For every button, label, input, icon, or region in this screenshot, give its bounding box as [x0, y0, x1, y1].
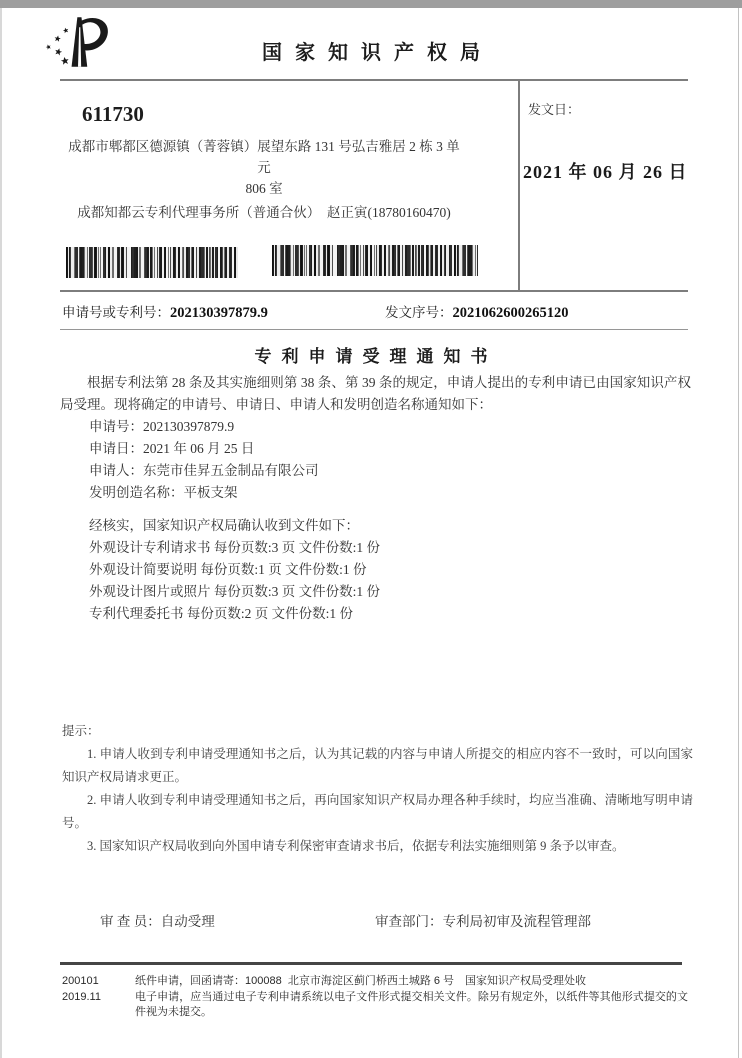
recipient-address-block: [62, 136, 466, 223]
department-field: [375, 910, 591, 930]
numbers-section-divider: [60, 329, 688, 330]
examiner-value: 自动受理: [160, 914, 215, 929]
application-number-label: 申请号或专利号：: [62, 305, 170, 320]
footer-form-codes: [62, 974, 132, 1005]
detail-application-number: 申请号：202130397879.9: [89, 419, 235, 434]
examiner-label: 审 查 员：: [100, 914, 161, 929]
department-label: 审查部门：: [375, 914, 443, 929]
received-files-intro: 经核实，国家知识产权局确认收到文件如下：: [89, 518, 359, 533]
received-file-item: 专利代理委托书 每份页数:2 页 文件份数:1 份: [89, 606, 354, 621]
barcode-left: [66, 247, 238, 278]
address-date-divider: [518, 79, 520, 290]
scan-left-edge: [0, 8, 2, 1058]
application-details-list: [60, 416, 691, 504]
recipient-agency-line: 成都知都云专利代理事务所（普通合伙） 赵正寅(18780160470): [77, 205, 451, 220]
department-value: 专利局初审及流程管理部: [442, 914, 591, 929]
tip-item: 2. 申请人收到专利申请受理通知书之后，再向国家知识产权局办理各种手续时，均应当准确、清晰地写明申请号。: [62, 793, 693, 830]
detail-invention-title: 发明创造名称：平板支架: [89, 485, 238, 500]
barcode-right: [272, 245, 478, 276]
application-number-value: 202130397879.9: [170, 305, 268, 321]
received-file-item: 外观设计简要说明 每份页数:1 页 文件份数:1 份: [89, 562, 367, 577]
agency-title: 国家知识产权局: [262, 42, 493, 64]
footer-note-paper: 纸件申请，回函请寄：100088 北京市海淀区蓟门桥西土城路 6 号 国家知识产权局受理处收: [135, 975, 587, 987]
barcode-section-divider: [60, 290, 688, 292]
recipient-address-line1: 成都市郫都区德源镇（菁蓉镇）展望东路 131 号弘吉雅居 2 栋 3 单元: [68, 139, 460, 175]
notice-title: 专利申请受理通知书: [254, 347, 498, 366]
recipient-postcode: 611730: [82, 102, 144, 126]
serial-number-value: 2021062600265120: [452, 305, 569, 321]
footer-note-electronic: 电子申请，应当通过电子专利申请系统以电子文件形式提交相关文件。除另有规定外，以纸件等其他形式提交的文件视为未提交。: [135, 990, 688, 1018]
dispatch-date-label: 发文日：: [528, 102, 581, 117]
tips-section: [62, 720, 693, 858]
examiner-field: [100, 910, 215, 930]
footer-divider: [60, 962, 682, 965]
footer-notes: [135, 974, 688, 1021]
header-divider: [60, 79, 688, 81]
serial-number-label: 发文序号：: [385, 305, 453, 320]
tips-heading: 提示：: [62, 724, 100, 738]
scan-top-edge: [0, 0, 742, 8]
scan-right-edge: [738, 8, 739, 1058]
footer-form-code-date: 2019.11: [62, 990, 101, 1003]
received-file-item: 外观设计专利请求书 每份页数:3 页 文件份数:1 份: [89, 540, 381, 555]
tip-item: 3. 国家知识产权局收到向外国申请专利保密审查请求书后，依据专利法实施细则第 9 条予以审查。: [87, 839, 625, 853]
notice-intro-paragraph: 根据专利法第 28 条及其实施细则第 38 条、第 39 条的规定，申请人提出的专利申请已由国家知识产权局受理。现将确定的申请号、申请日、申请人和发明创造名称通知如下：: [60, 375, 691, 412]
dispatch-date-value: 2021 年 06 月 26 日: [523, 162, 688, 182]
reference-numbers-row: [62, 301, 688, 322]
received-file-item: 外观设计图片或照片 每份页数:3 页 文件份数:1 份: [89, 584, 381, 599]
tip-item: 1. 申请人收到专利申请受理通知书之后，认为其记载的内容与申请人所提交的相应内容不一致时，可以向国家知识产权局请求更正。: [62, 747, 693, 784]
footer-form-code: 200101: [62, 975, 99, 987]
recipient-address-line2: 806 室: [245, 181, 283, 196]
serial-number-group: [385, 301, 569, 322]
detail-applicant: 申请人：东莞市佳昇五金制品有限公司: [89, 463, 319, 478]
received-files-section: [60, 515, 691, 625]
detail-application-date: 申请日：2021 年 06 月 25 日: [89, 441, 255, 456]
